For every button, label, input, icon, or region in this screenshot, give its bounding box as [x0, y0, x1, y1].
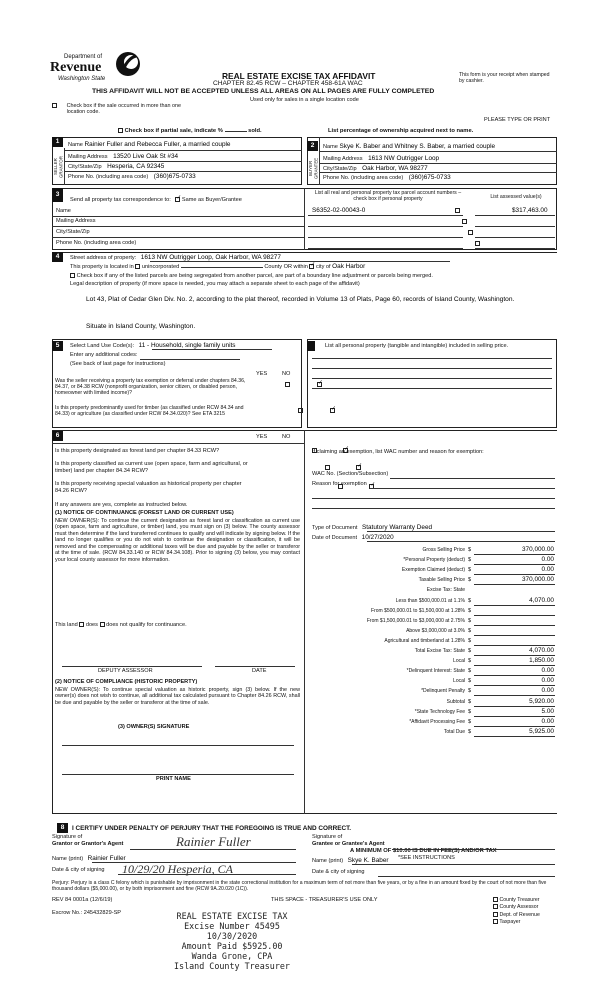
continuance-row: [55, 622, 187, 629]
grantor-print-name[interactable]: Rainier Fuller: [87, 855, 126, 862]
tax-row-label: Local: [453, 658, 465, 665]
s6-question-3: Is this property receiving special valuation as historical property per chapter 84.26 RCW?: [55, 481, 242, 494]
land-use-label: Select Land Use Code(s):: [70, 343, 135, 349]
escrow-number: Escrow No.: 245432829-SP: [52, 910, 122, 916]
tax-row-value[interactable]: 4,070.00: [529, 647, 554, 654]
tax-row-line: [474, 736, 555, 737]
buyer-mailing-label: Mailing Address: [323, 156, 363, 162]
seller-name-row: [68, 141, 230, 149]
parcel-personal-checkbox-2[interactable]: [462, 219, 467, 224]
located-text: This property is located in: [70, 264, 134, 270]
tax-row-line: [474, 685, 555, 686]
grantee-date-row: Date & city of signing: [312, 869, 365, 875]
tax-row-label: *Delinquent Interest: State: [406, 668, 465, 675]
tax-row-line: [474, 695, 555, 696]
seller-city[interactable]: Hesperia, CA 92345: [107, 163, 165, 170]
tax-row-label: From $1,500,000.01 to $3,000,000 at 2.75%: [366, 617, 465, 624]
dept-line2: Revenue: [50, 60, 102, 75]
tax-row-line: [474, 655, 555, 656]
deputy-assessor-label: DEPUTY ASSESSOR: [98, 668, 153, 674]
tax-row-line: [474, 716, 555, 717]
buyer-name-row: [323, 143, 495, 151]
tax-row-label: *Personal Property (deduct): [403, 557, 465, 564]
treasurer-space: THIS SPACE - TREASURER'S USE ONLY: [271, 897, 378, 903]
tax-row-label: Exemption Claimed (deduct): [401, 567, 465, 574]
tax-row-line: [474, 665, 555, 666]
tax-row-label: Subtotal: [446, 698, 465, 705]
please-print: PLEASE TYPE OR PRINT: [484, 117, 551, 123]
tax-row-dollar: $: [468, 627, 472, 634]
tax-row-line: [474, 625, 555, 626]
copy-treasurer-checkbox[interactable]: [493, 897, 498, 902]
legal-label: Legal description of property (if more space is needed, you may attach a separate sheet to each page of the affidavit): [70, 281, 360, 287]
grantor-signature[interactable]: Rainier Fuller: [176, 834, 251, 849]
tax-row-dollar: $: [468, 557, 472, 564]
county-or-within: County OR within: [264, 264, 308, 270]
single-location-note: Used only for sales in a single location code: [250, 97, 359, 103]
tax-row-value[interactable]: 1,850.00: [529, 657, 554, 665]
see-instructions: *SEE INSTRUCTIONS: [398, 855, 455, 861]
buyer-phone-row: [323, 174, 451, 182]
buyer-name-label: Name: [323, 144, 338, 150]
wac-label: WAC No. (Section/Subsection): [312, 471, 389, 477]
tax-row-value[interactable]: 0.00: [541, 717, 554, 725]
tax-row-dollar: $: [468, 547, 472, 553]
notice2-title: (2) NOTICE OF COMPLIANCE (HISTORIC PROPERTY): [55, 679, 198, 685]
dept-line3: Washington State: [58, 76, 106, 82]
buyer-phone-label: Phone No. (including area code): [323, 175, 404, 181]
tax-row-line: [474, 635, 555, 636]
tax-row-value[interactable]: 5,920.00: [529, 697, 554, 705]
form-warning: THIS AFFIDAVIT WILL NOT BE ACCEPTED UNLESS ALL AREAS ON ALL PAGES ARE FULLY COMPLETED: [92, 88, 435, 95]
segregated-label: Check box if any of the listed parcels are being segregated from another parcel, are part of a boundary line adjustment or parcels being merged.: [76, 273, 433, 279]
s6-no-header: NO: [282, 434, 291, 440]
does-not-checkbox[interactable]: [100, 622, 105, 627]
send-correspondence-row: [70, 197, 242, 204]
tax-row-dollar: $: [468, 728, 472, 735]
dept-line1: Department of: [64, 54, 103, 60]
copy-taxpayer-checkbox[interactable]: [493, 919, 498, 924]
copy-revenue-checkbox[interactable]: [493, 912, 498, 917]
tax-row-label: Agricultural and timberland at 1.28%: [384, 637, 465, 644]
tax-row-value[interactable]: 370,000.00: [522, 576, 554, 584]
tax-row-dollar: $: [468, 678, 472, 685]
section8-badge: 8: [57, 823, 68, 833]
grantee-print-row: Name (print) Skye K. Baber: [312, 857, 389, 864]
tax-row-dollar: $: [468, 688, 472, 695]
tax-row-label: Total Due: [443, 728, 465, 735]
same-as-buyer-label: Same as Buyer/Grantee: [181, 197, 242, 203]
tax-row-value[interactable]: 5,925.00: [529, 727, 554, 735]
tax-row-dollar: $: [468, 648, 472, 654]
ownership-note: List percentage of ownership acquired next to name.: [328, 128, 474, 134]
seller-mailing[interactable]: 13520 Live Oak St #34: [113, 153, 179, 160]
tax-row-label: Excise Tax: State: [426, 587, 465, 594]
land-use-code[interactable]: 11 - Household, single family units: [138, 342, 236, 349]
tax-row-label: Gross Selling Price: [422, 547, 465, 553]
dor-logo-icon: [114, 50, 142, 78]
grantor-sig-label: Signature of Grantor or Grantor's Agent: [52, 834, 124, 847]
exemption-claim-label: If claiming an exemption, list WAC number and reason for exemption:: [312, 449, 484, 455]
grantee-print-name[interactable]: Skye K. Baber: [347, 857, 389, 864]
tax-row-dollar: $: [468, 577, 472, 584]
tax-row-line: [474, 675, 555, 676]
section6-badge: 6: [52, 431, 63, 441]
partial-sold-label: sold.: [248, 128, 262, 134]
tax-row-label: From $500,000.01 to $1,500,000 at 1.28%: [371, 607, 465, 614]
section2-badge: 2: [307, 141, 318, 151]
does-checkbox[interactable]: [79, 622, 84, 627]
section5-right-badge: [307, 341, 315, 351]
tax-row-dollar: $: [468, 597, 472, 604]
parcel-personal-checkbox-4[interactable]: [475, 241, 480, 246]
buyer-name[interactable]: Skye K. Baber and Whitney S. Baber, a married couple: [339, 143, 496, 150]
grantor-date-row: Date & city of signing: [52, 867, 105, 873]
tax-row-label: Less than $500,000.01 at 1.1%: [395, 597, 465, 604]
multi-location-label: Check box if the sale occurred in more than one location code.: [66, 103, 182, 116]
tax-row-line: [474, 726, 555, 727]
notice1-text: NEW OWNER(S): To continue the current designation as forest land or classification as current use (open space, farm and agriculture, or timber) land, you must sign on (3) below. The county assessor must then determine if the land transferred continues to qualify and will indicate by signing below. If the land no longer qualifies or you do not wish to continue the designation or classification, it will be removed and the compensating or additional taxes will be due and payable by the seller or transferor at the time of sale. (RCW 84.33.140 or RCW 84.34.108). Prior to signing (3) below, you may contact your local county assessor for more information.: [55, 518, 300, 563]
tax-row-dollar: $: [468, 658, 472, 665]
copy-assessor-checkbox[interactable]: [493, 904, 498, 909]
form-subtitle: CHAPTER 82.45 RCW – CHAPTER 458-61A WAC: [213, 80, 363, 87]
street-address[interactable]: 1613 NW Outrigger Loop, Oak Harbor, WA 98277: [140, 254, 281, 261]
tax-row-value[interactable]: 0.00: [541, 667, 554, 675]
form-title: REAL ESTATE EXCISE TAX AFFIDAVIT: [222, 71, 376, 81]
partial-sale-checkbox[interactable]: [118, 128, 123, 133]
tax-row-line: [474, 584, 555, 585]
notice2-text: NEW OWNER(S): To continue special valuation as historic property, sign (3) below. If the new owner(s) does not wish to continue, all additional tax calculated pursuant to Chapter 84.26 RCW, shall be due and payable by the seller or transferor at the time of sale.: [55, 687, 300, 706]
perjury-note: Perjury: Perjury is a class C felony which is punishable by imprisonment in the state correctional institution for a maximum term of not more than five years, or by a fine in an amount fixed by the court of not more than five thousand dollars ($5,000.00), or by both imprisonment and fine (RCW 9A.20.020 (1C)).: [52, 880, 547, 893]
tax-row-label: *Affidavit Processing Fee: [409, 718, 465, 725]
corr-phone-label: Phone No. (including area code): [56, 240, 137, 246]
partial-sale-label: Check box if partial sale, indicate %: [124, 128, 223, 134]
owner-signature-label: (3) OWNER(S) SIGNATURE: [118, 724, 190, 730]
this-land-label: This land: [55, 622, 78, 628]
buyer-city[interactable]: Oak Harbor, WA 98277: [362, 165, 428, 172]
unincorporated-label: unincorporated: [141, 264, 180, 270]
street-label: Street address of property:: [70, 255, 137, 261]
parcel-personal-checkbox-1[interactable]: [455, 208, 460, 213]
tax-row-dollar: $: [468, 567, 472, 574]
section1-badge: 1: [52, 137, 63, 147]
same-as-buyer-checkbox[interactable]: [175, 197, 180, 202]
section5-badge: 5: [52, 341, 63, 351]
assessor-date-label: DATE: [252, 668, 267, 674]
seller-mailing-row: [68, 153, 178, 161]
tax-row-dollar: $: [468, 698, 472, 705]
tax-row-value[interactable]: 370,000.00: [522, 546, 554, 553]
city-of-checkbox[interactable]: [309, 264, 314, 269]
seller-name[interactable]: Rainier Fuller and Rebecca Fuller, a married couple: [84, 141, 231, 148]
seller-phone-label: Phone No. (including area code): [68, 174, 149, 180]
buyer-mailing[interactable]: 1613 NW Outrigger Loop: [368, 155, 440, 162]
tax-row-line: [474, 615, 555, 616]
section3-badge: 3: [52, 188, 63, 202]
buyer-mailing-row: [323, 155, 439, 163]
partial-sale-row: [118, 128, 262, 135]
tax-row-dollar: $: [468, 637, 472, 644]
form-revision: REV 84 0001a (12/6/19): [52, 897, 113, 903]
tax-row-value[interactable]: 0.00: [541, 566, 554, 574]
does-label: does: [85, 622, 98, 628]
s5-question-2: Is this property predominantly used for timber (as classified under RCW 84.34 and 84.33) or agriculture (as classified under RCW 84.34.020)? See ETA 3215: [55, 405, 244, 418]
tax-row-value[interactable]: 4,070.00: [529, 596, 554, 604]
seller-side-label: SELLER GRANTOR: [53, 156, 64, 178]
grantee-sig-label: Signature of Grantee or Grantee's Agent: [312, 834, 385, 847]
s6-yes-header: YES: [256, 434, 268, 440]
does-not-label: does not qualify for continuance.: [106, 622, 187, 628]
doc-type-label: Type of Document: [312, 525, 358, 531]
corr-mailing-label: Mailing Address: [56, 218, 96, 224]
grantor-print-row: Name (print) Rainier Fuller: [52, 855, 126, 862]
city-of-label: city of: [315, 264, 331, 270]
tax-row-dollar: $: [468, 607, 472, 614]
parcel-number[interactable]: S6352-02-00043-0: [312, 207, 366, 214]
corr-name-label: Name: [56, 208, 71, 214]
doc-type[interactable]: Statutory Warranty Deed: [361, 524, 433, 531]
segregated-row: [70, 273, 433, 280]
legal-situate[interactable]: Situate in Island County, Washington.: [86, 323, 196, 330]
buyer-city-label: City/State/Zip: [323, 166, 357, 172]
legal-description[interactable]: Lot 43, Plat of Cedar Glen Div. No. 2, according to the plat thereof, recorded in Volume 13 of Plats, Page 60, records of Island County, Washington.: [86, 296, 515, 303]
s5-yes-header: YES: [256, 371, 268, 377]
seller-phone[interactable]: (360)675-0733: [153, 173, 196, 180]
tax-row-value[interactable]: 0.00: [541, 556, 554, 564]
personal-property-box: [307, 339, 557, 428]
buyer-side-label: BUYER GRANTEE: [308, 157, 319, 179]
corr-city-label: City/State/Zip: [56, 229, 90, 235]
assessed-header: List assessed value(s): [490, 194, 542, 200]
multi-location-checkbox[interactable]: [52, 103, 57, 108]
s5-q2-yes[interactable]: [298, 408, 303, 413]
s6-question-1: Is this property designated as forest land per chapter 84.33 RCW?: [55, 448, 220, 454]
tax-row-line: [474, 605, 555, 606]
s6-q2-yes[interactable]: [325, 465, 330, 470]
section4-badge: 4: [52, 252, 63, 262]
seller-mailing-label: Mailing Address: [68, 154, 108, 160]
tax-row-line: [474, 645, 555, 646]
notice1-title: (1) NOTICE OF CONTINUANCE (FOREST LAND OR CURRENT USE): [55, 510, 234, 516]
tax-row-label: Above $3,000,000 at 3.0%: [406, 627, 465, 634]
s5-question-1: Was the seller receiving a property tax exemption or deferral under chapters 84.36, 84.37, or 84.38 RCW (nonprofit organization, senior citizen, or disabled person, homeowner with limited income)?: [55, 378, 246, 397]
additional-codes-label: Enter any additional codes:: [70, 352, 138, 358]
s5-no-header: NO: [282, 371, 291, 377]
tax-row-value[interactable]: 0.00: [541, 687, 554, 695]
tax-row-line: [474, 574, 555, 575]
multi-location-row: [52, 103, 192, 116]
property-city[interactable]: Oak Harbor: [332, 263, 366, 270]
see-back-label: (See back of last page for instructions): [70, 361, 166, 367]
print-name-label: PRINT NAME: [156, 776, 191, 782]
doc-date[interactable]: 10/27/2020: [361, 534, 394, 541]
s6-question-2: Is this property classified as current use (open space, farm and agricultural, or timber) land per chapter 84.34 RCW?: [55, 461, 248, 474]
unincorporated-checkbox[interactable]: [135, 264, 140, 269]
tax-row-line: [474, 554, 555, 555]
segregated-checkbox[interactable]: [70, 273, 75, 278]
tax-row-line: [474, 564, 555, 565]
tax-row-dollar: $: [468, 617, 472, 624]
seller-city-row: [68, 163, 164, 171]
doc-date-label: Date of Document: [312, 535, 358, 541]
personal-property-label: List all personal property (tangible and intangible) included in selling price.: [325, 343, 509, 349]
tax-row-label: *State Technology Fee: [414, 708, 465, 715]
tax-row-label: *Delinquent Penalty: [421, 688, 465, 695]
tax-row-label: Taxable Selling Price: [418, 577, 465, 584]
seller-phone-row: [68, 173, 196, 181]
copy-list: County Treasurer County Assessor Dept. of Revenue Taxpayer: [493, 897, 540, 926]
treasurer-stamp: REAL ESTATE EXCISE TAX Excise Number 45495 10/30/2020 Amount Paid $5925.00 Wanda Grone, CPA Island County Treasurer: [174, 911, 290, 972]
reason-label: Reason for exemption: [312, 481, 367, 487]
tax-row-label: Local: [453, 678, 465, 685]
parcel-header: List all real and personal property tax parcel account numbers – check box if personal property: [314, 190, 462, 203]
seller-name-label: Name: [68, 142, 83, 148]
tax-row-value[interactable]: 0.00: [541, 677, 554, 685]
receipt-note: This form is your receipt when stamped by cashier.: [459, 72, 550, 85]
tax-row-dollar: $: [468, 708, 472, 715]
parcel-personal-checkbox-3[interactable]: [468, 230, 473, 235]
tax-row-dollar: $: [468, 668, 472, 675]
grantor-date-city[interactable]: 10/29/20 Hesperia, CA: [122, 862, 233, 876]
seller-city-label: City/State/Zip: [68, 164, 102, 170]
tax-row-line: [474, 706, 555, 707]
send-label: Send all property tax correspondence to:: [70, 197, 171, 203]
buyer-phone[interactable]: (360)675-0733: [408, 174, 451, 181]
minimum-note: A MINIMUM OF $10.00 IS DUE IN FEE(S) AND/OR TAX: [350, 848, 497, 854]
certify-text: I CERTIFY UNDER PENALTY OF PERJURY THAT THE FOREGOING IS TRUE AND CORRECT.: [72, 825, 352, 832]
s5-q1-yes[interactable]: [285, 382, 290, 387]
tax-row-dollar: $: [468, 718, 472, 725]
tax-row-value[interactable]: 5.00: [541, 707, 554, 715]
location-row: [70, 263, 365, 271]
tax-row-label: Total Excise Tax: State: [414, 648, 465, 654]
if-yes-note: If any answers are yes, complete as instructed below.: [55, 502, 188, 508]
dor-logo: [50, 50, 150, 90]
assessed-value[interactable]: $317,463.00: [512, 207, 548, 214]
s6-q2-no[interactable]: [356, 465, 361, 470]
